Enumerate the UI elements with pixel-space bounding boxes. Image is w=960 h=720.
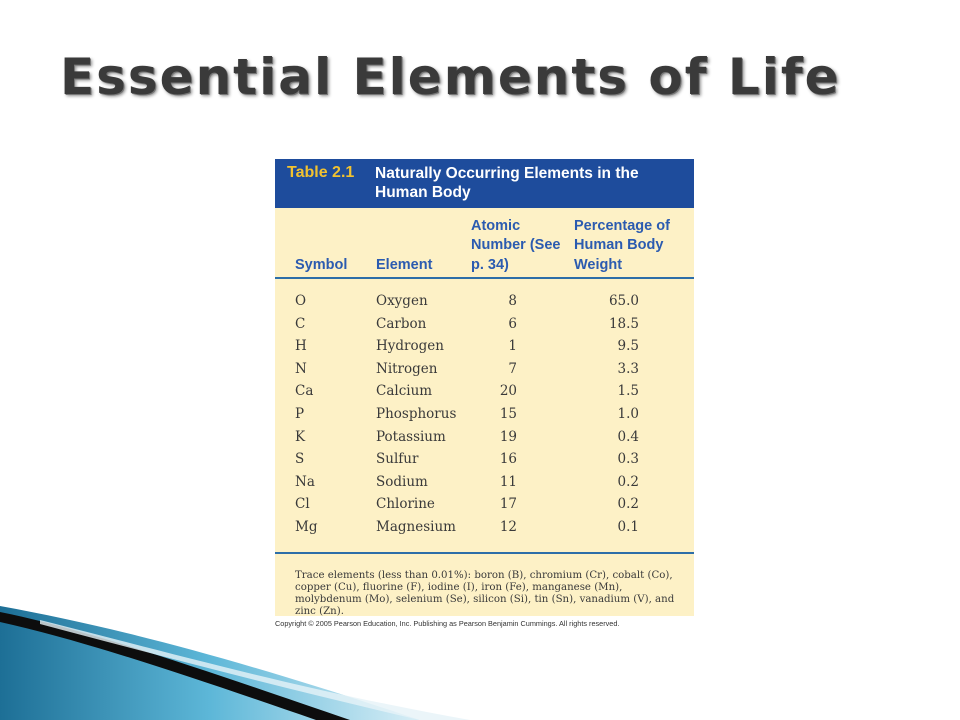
cell-symbol: Mg: [295, 519, 318, 535]
cell-element: Carbon: [376, 315, 427, 332]
cell-element: Sodium: [376, 473, 428, 490]
footer-rule: [275, 552, 694, 554]
cell-atomic-number: 1: [508, 338, 517, 355]
table-row: [275, 291, 694, 313]
cell-percentage: 0.4: [617, 428, 639, 445]
cell-symbol: P: [295, 406, 305, 422]
cell-symbol: S: [295, 451, 305, 468]
cell-symbol: K: [295, 428, 306, 445]
cell-percentage: 0.2: [617, 496, 639, 513]
column-header-symbol: Symbol: [295, 256, 348, 273]
table-caption: Naturally Occurring Elements in the Human Body: [375, 165, 639, 201]
slide-title: Essential Elements of Life: [60, 48, 841, 106]
table-row: [275, 517, 694, 539]
cell-percentage: 9.5: [617, 338, 639, 355]
cell-element: Calcium: [376, 383, 433, 400]
cell-element: Chlorine: [376, 496, 435, 513]
table-row: [275, 427, 694, 449]
header-rule: [275, 277, 694, 279]
table-row: [275, 314, 694, 336]
cell-element: Potassium: [376, 428, 446, 445]
table-number: Table 2.1: [287, 164, 355, 181]
table-row: [275, 381, 694, 403]
elements-table-figure: [275, 159, 694, 616]
cell-element: Nitrogen: [376, 360, 438, 377]
cell-percentage: 3.3: [617, 360, 639, 377]
cell-symbol: H: [295, 338, 307, 355]
table-row: [275, 494, 694, 516]
cell-symbol: Ca: [295, 383, 314, 400]
cell-element: Sulfur: [376, 451, 419, 468]
cell-element: Magnesium: [376, 519, 456, 535]
cell-element: Phosphorus: [376, 406, 457, 422]
cell-percentage: 0.2: [617, 473, 639, 490]
cell-element: Hydrogen: [376, 338, 444, 355]
cell-atomic-number: 8: [508, 293, 517, 309]
cell-atomic-number: 7: [508, 360, 517, 377]
cell-percentage: 0.1: [617, 519, 639, 535]
trace-elements-footnote: Trace elements (less than 0.01%): boron (B), chromium (Cr), cobalt (Co), copper (Cu), fluorine (F), iodine (I), iron (Fe), manganese (Mn), molybdenum (Mo), selenium (Se), silicon (Si), tin (Sn), vanadium (V), and zinc (Zn).: [295, 570, 675, 617]
column-header-element: Element: [376, 256, 433, 273]
column-header-percentage: Percentage of Human Body Weight: [574, 217, 670, 273]
copyright-notice: Copyright © 2005 Pearson Education, Inc. Publishing as Pearson Benjamin Cummings. All rights reserved.: [275, 619, 620, 628]
table-row: [275, 359, 694, 381]
table-header-band: [275, 159, 694, 208]
table-row: [275, 449, 694, 471]
cell-percentage: 1.0: [617, 406, 639, 422]
cell-symbol: O: [295, 293, 307, 309]
table-row: [275, 404, 694, 426]
cell-symbol: Cl: [295, 496, 310, 513]
cell-atomic-number: 17: [499, 496, 517, 513]
cell-percentage: 65.0: [608, 293, 639, 309]
cell-symbol: N: [295, 360, 307, 377]
cell-symbol: C: [295, 315, 306, 332]
cell-atomic-number: 20: [499, 383, 517, 400]
cell-atomic-number: 11: [499, 473, 517, 490]
cell-element: Oxygen: [376, 293, 428, 309]
cell-atomic-number: 19: [499, 428, 517, 445]
table-row: [275, 336, 694, 358]
table-row: [275, 472, 694, 494]
cell-atomic-number: 15: [499, 406, 517, 422]
cell-symbol: Na: [295, 473, 315, 490]
cell-percentage: 1.5: [617, 383, 639, 400]
column-header-atomic-number: Atomic Number (See p. 34): [471, 217, 561, 273]
cell-atomic-number: 12: [499, 519, 517, 535]
cell-atomic-number: 16: [499, 451, 517, 468]
cell-percentage: 0.3: [617, 451, 639, 468]
cell-atomic-number: 6: [508, 315, 517, 332]
cell-percentage: 18.5: [608, 315, 639, 332]
